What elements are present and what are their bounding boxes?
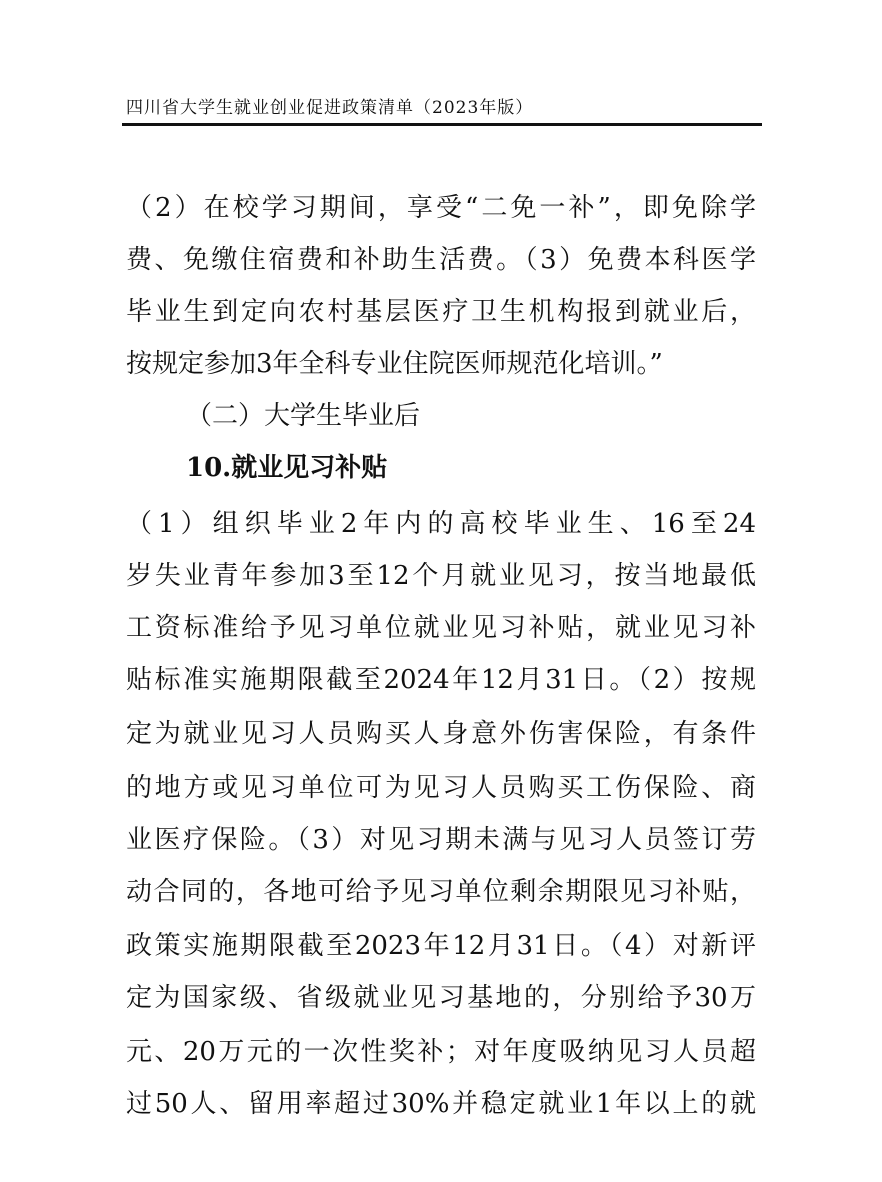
body-line: 的地方或见习单位可为见习人员购买工伤保险、商 bbox=[126, 773, 756, 803]
body-line: 元、20万元的一次性奖补；对年度吸纳见习人员超 bbox=[126, 1037, 756, 1067]
body-line: 岁失业青年参加3至12个月就业见习，按当地最低 bbox=[126, 561, 756, 591]
body-line: 业医疗保险。（3）对见习期未满与见习人员签订劳 bbox=[126, 825, 756, 855]
body-line: 定为国家级、省级就业见习基地的，分别给予30万 bbox=[126, 983, 756, 1013]
body-line: 定为就业见习人员购买人身意外伤害保险，有条件 bbox=[126, 719, 756, 749]
item-heading: 10.就业见习补贴 bbox=[186, 453, 388, 483]
running-header: 四川省大学生就业创业促进政策清单（2023年版） bbox=[126, 98, 534, 118]
body-line: 工资标准给予见习单位就业见习补贴，就业见习补 bbox=[126, 613, 756, 643]
body-line: 毕业生到定向农村基层医疗卫生机构报到就业后， bbox=[126, 297, 756, 327]
section-heading: （二）大学生毕业后 bbox=[186, 401, 421, 431]
body-line: 贴标准实施期限截至2024年12月31日。（2）按规 bbox=[126, 665, 756, 695]
body-line: 费、免缴住宿费和补助生活费。（3）免费本科医学 bbox=[126, 245, 756, 275]
body-line: 政策实施期限截至2023年12月31日。（4）对新评 bbox=[126, 931, 756, 961]
body-line: （1）组织毕业2年内的高校毕业生、16至24 bbox=[126, 509, 756, 539]
body-line: 过50人、留用率超过30%并稳定就业1年以上的就 bbox=[126, 1089, 756, 1119]
body-line: 按规定参加3年全科专业住院医师规范化培训。” bbox=[126, 349, 663, 379]
header-rule bbox=[122, 123, 762, 126]
body-line: 动合同的，各地可给予见习单位剩余期限见习补贴， bbox=[126, 877, 756, 907]
body-line: （2）在校学习期间，享受“二免一补”，即免除学 bbox=[126, 193, 756, 223]
